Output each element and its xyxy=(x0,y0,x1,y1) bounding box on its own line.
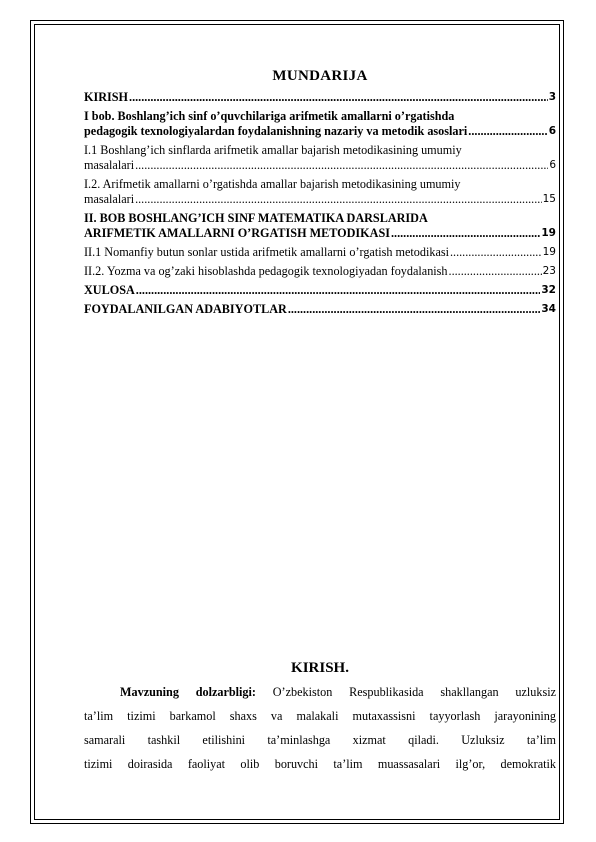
toc-entry-xulosa[interactable] xyxy=(84,283,556,298)
toc-entry-section-1-2[interactable] xyxy=(84,177,556,207)
toc-entry-text: XULOSA xyxy=(84,283,135,297)
lead-phrase: Mavzuning dolzarbligi: xyxy=(120,685,256,699)
toc-leader-dots xyxy=(391,226,540,241)
toc-page-number: 32 xyxy=(541,284,556,296)
paragraph-line: tizimi doirasida faoliyat olib boruvchi ta’lim muassasalari ilg’or, demokratik xyxy=(84,757,556,771)
intro-paragraph xyxy=(84,680,556,776)
toc-page-number: 3 xyxy=(548,91,556,103)
toc-leader-dots xyxy=(135,192,542,207)
toc-entry-text: II. BOB BOSHLANG’ICH SINF MATEMATIKA DARSLARIDA xyxy=(84,211,428,225)
toc-entry-text: KIRISH xyxy=(84,90,129,104)
paragraph-line xyxy=(84,680,556,704)
toc-entry-text: pedagogik texnologiyalardan foydalanishning nazariy va metodik asoslari xyxy=(84,124,468,138)
table-of-contents xyxy=(84,90,556,321)
toc-entry-text: II.2. Yozma va og’zaki hisoblashda pedagogik texnologiyadan foydalanish xyxy=(84,264,448,278)
toc-entry-chapter-2[interactable] xyxy=(84,211,556,241)
toc-entry-chapter-1[interactable] xyxy=(84,109,556,139)
toc-page-number: 19 xyxy=(542,246,556,258)
toc-leader-dots xyxy=(136,283,541,298)
toc-entry-section-2-2[interactable] xyxy=(84,264,556,279)
toc-leader-dots xyxy=(288,302,541,317)
toc-leader-dots xyxy=(449,264,542,279)
toc-entry-text: I.2. Arifmetik amallarni o’rgatishda amallar bajarish metodikasining umumiy xyxy=(84,177,461,191)
toc-entry-text: II.1 Nomanfiy butun sonlar ustida arifmetik amallarni o’rgatish metodikasi xyxy=(84,245,449,259)
paragraph-line: samarali tashkil etilishini ta’minlashga xizmat qiladi. Uzluksiz ta’lim xyxy=(84,733,556,747)
paragraph-text: O’zbekiston Respublikasida shakllangan uzluksiz xyxy=(255,685,556,699)
toc-entry-text: masalalari xyxy=(84,192,135,206)
toc-entry-text: masalalari xyxy=(84,158,135,172)
toc-page-number: 6 xyxy=(549,159,556,171)
intro-heading: KIRISH. xyxy=(291,660,349,676)
toc-entry-text: I.1 Boshlang’ich sinflarda arifmetik amallar bajarish metodikasining umumiy xyxy=(84,143,462,157)
toc-page-number: 15 xyxy=(542,193,556,205)
toc-entry-section-1-1[interactable] xyxy=(84,143,556,173)
toc-page-number: 23 xyxy=(542,265,556,277)
toc-leader-dots xyxy=(129,90,548,105)
toc-page-number: 19 xyxy=(541,227,556,239)
toc-entry-text: I bob. Boshlang’ich sinf o’quvchilariga arifmetik amallarni o’rgatishda xyxy=(84,109,455,123)
toc-page-number: 34 xyxy=(541,303,556,315)
toc-entry-text: FOYDALANILGAN ADABIYOTLAR xyxy=(84,302,287,316)
toc-entry-adabiyotlar[interactable] xyxy=(84,302,556,317)
paragraph-line: ta’lim tizimi barkamol shaxs va malakali mutaxassisni tayyorlash jarayonining xyxy=(84,709,556,723)
toc-leader-dots xyxy=(135,158,548,173)
toc-entry-section-2-1[interactable] xyxy=(84,245,556,260)
toc-entry-text: ARIFMETIK AMALLARNI O’RGATISH METODIKASI xyxy=(84,226,390,240)
toc-leader-dots xyxy=(468,124,547,139)
toc-entry-kirish[interactable] xyxy=(84,90,556,105)
toc-leader-dots xyxy=(450,245,542,260)
toc-page-number: 6 xyxy=(548,125,556,137)
toc-title: MUNDARIJA xyxy=(272,68,368,84)
